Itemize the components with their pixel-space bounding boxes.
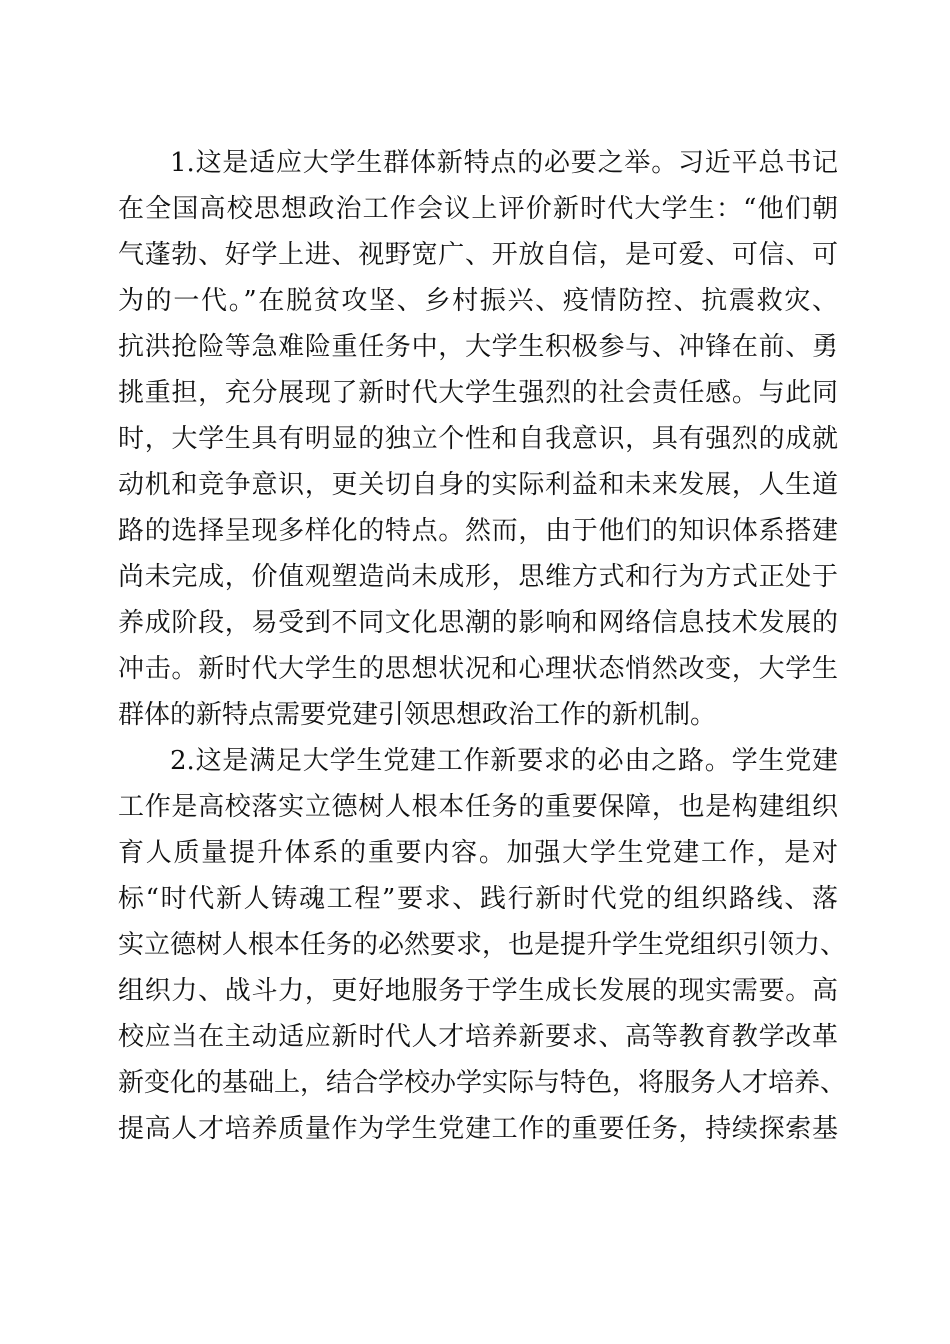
paragraph-line: 组织力、战斗力，更好地服务于学生成长发展的现实需要。高 [118, 976, 838, 1006]
paragraph-2 [118, 738, 847, 1152]
paragraph-line: 时，大学生具有明显的独立个性和自我意识，具有强烈的成就 [118, 424, 838, 454]
paragraph-line: 路的选择呈现多样化的特点。然而，由于他们的知识体系搭建 [118, 516, 838, 546]
document-body [118, 140, 847, 1152]
paragraph-line: 群体的新特点需要党建引领思想政治工作的新机制。 [118, 700, 717, 730]
paragraph-line: 尚未完成，价值观塑造尚未成形，思维方式和行为方式正处于 [118, 562, 838, 592]
paragraph-line: 育人质量提升体系的重要内容。加强大学生党建工作，是对 [118, 838, 838, 868]
paragraph-line: 冲击。新时代大学生的思想状况和心理状态悄然改变，大学生 [118, 654, 838, 684]
paragraph-1 [118, 140, 838, 738]
paragraph-line: 在全国高校思想政治工作会议上评价新时代大学生：“他们朝 [118, 194, 838, 224]
paragraph-line: 抗洪抢险等急难险重任务中，大学生积极参与、冲锋在前、勇 [118, 332, 838, 362]
paragraph-line: 标“时代新人铸魂工程”要求、践行新时代党的组织路线、落 [118, 884, 838, 914]
paragraph-line: 新变化的基础上，结合学校办学实际与特色，将服务人才培养、 [118, 1068, 847, 1098]
paragraph-line: 工作是高校落实立德树人根本任务的重要保障，也是构建组织 [118, 792, 838, 822]
paragraph-line: 校应当在主动适应新时代人才培养新要求、高等教育教学改革 [118, 1022, 838, 1052]
paragraph-line: 1.这是适应大学生群体新特点的必要之举。习近平总书记 [170, 148, 838, 178]
paragraph-line: 气蓬勃、好学上进、视野宽广、开放自信，是可爱、可信、可 [118, 240, 838, 270]
paragraph-line: 提高人才培养质量作为学生党建工作的重要任务，持续探索基 [118, 1114, 838, 1144]
paragraph-line: 2.这是满足大学生党建工作新要求的必由之路。学生党建 [170, 746, 838, 776]
paragraph-line: 实立德树人根本任务的必然要求，也是提升学生党组织引领力、 [118, 930, 847, 960]
paragraph-line: 养成阶段，易受到不同文化思潮的影响和网络信息技术发展的 [118, 608, 838, 638]
paragraph-line: 动机和竞争意识，更关切自身的实际利益和未来发展，人生道 [118, 470, 838, 500]
paragraph-line: 为的一代。”在脱贫攻坚、乡村振兴、疫情防控、抗震救灾、 [118, 286, 838, 316]
paragraph-line: 挑重担，充分展现了新时代大学生强烈的社会责任感。与此同 [118, 378, 838, 408]
